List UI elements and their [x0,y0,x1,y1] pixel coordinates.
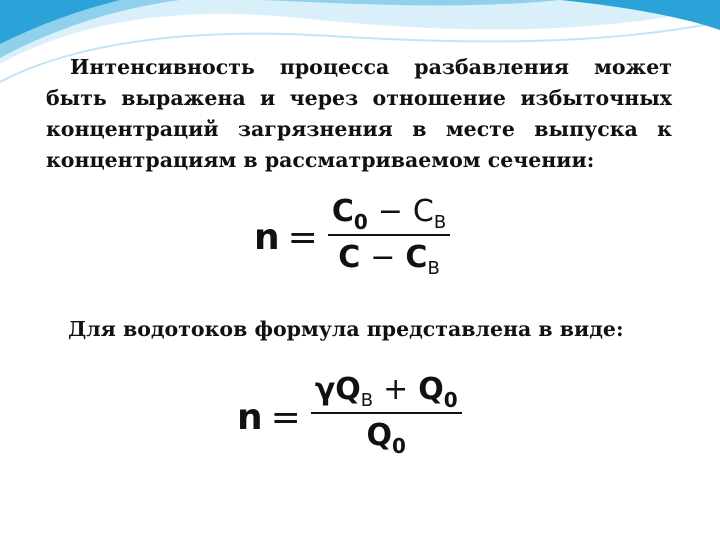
subscript: В [427,258,440,279]
formula-lhs: n [254,216,280,258]
subscript: 0 [392,434,406,458]
subscript: В [360,390,374,411]
symbol-q: Q [366,418,393,453]
minus-sign: − [377,194,403,229]
subscript: 0 [443,388,458,412]
concentration-ratio-formula [254,194,450,280]
symbol-q: Q [418,372,444,407]
denominator [334,236,444,280]
symbol-c: C [338,240,361,275]
symbol-c: C [412,194,434,229]
symbol-c: C [331,194,354,229]
intro-paragraph: Интенсивность процесса разбавления может быть выражена и через отношение избыточных концентраций загрязнения в месте выпуска к концентрациям в рассматриваемом сечении: [46,55,672,172]
subscript: В [433,212,447,233]
numerator [328,194,450,234]
minus-sign: − [370,240,396,275]
formula-lhs: n [237,396,263,438]
equals-sign: = [270,396,301,438]
watercourse-paragraph: Для водотоков формула представлена в виде: [68,317,624,341]
watercourse-dilution-formula [237,372,462,462]
plus-sign: + [383,372,409,407]
symbol-gamma: γ [314,372,336,407]
equals-sign: = [287,216,318,258]
fraction [328,194,450,280]
fraction [311,372,462,462]
symbol-c: C [405,240,428,275]
denominator [363,414,410,462]
symbol-q: Q [335,372,361,407]
subscript: 0 [353,210,368,234]
numerator [311,372,462,412]
